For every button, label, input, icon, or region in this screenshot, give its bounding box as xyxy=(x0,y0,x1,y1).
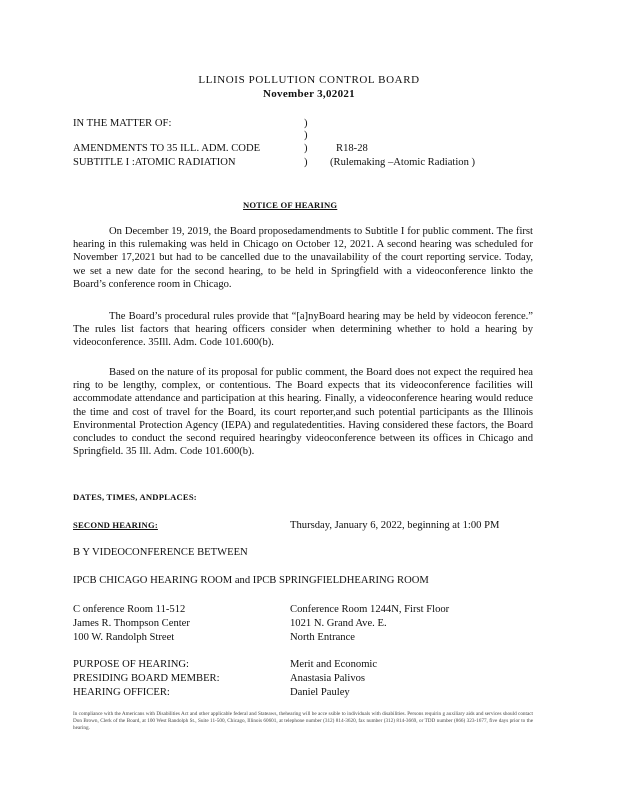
paragraph-3: Based on the nature of its proposal for public comment, the Board does not expect the required hea ring to be lengthy, complex, or contentious. The Board expects that its videoconference facilities will accommodate attendance and participation at this hearing. Finally, a videoconference hearing would reduce the time and cost of travel for the Board, its court reporter,and such potential participants as the Illinois Environmental Protection Agency (IEPA) and regulatedentities. Having considered these factors, the Board concludes to conduct the second required hearingby videoconference between its offices in Chicago and Springfield. 35 Ill. Adm. Code 101.600(b). xyxy=(73,367,533,458)
springfield-address-line: Conference Room 1244N, First Floor xyxy=(290,604,450,615)
purpose-label: PURPOSE OF HEARING: xyxy=(73,659,189,670)
chicago-address-line: C onference Room 11-512 xyxy=(73,604,186,615)
rulemaking-title: (Rulemaking –Atomic Radiation ) xyxy=(330,157,476,168)
hearing-officer-value: Daniel Pauley xyxy=(290,687,350,698)
paragraph-2: The Board’s procedural rules provide that “[a]nyBoard hearing may be held by videocon ference.” The rules list factors that hearing officers consider when determining whether to hold a hearing by videoconference. 35Ill. Adm. Code 101.600(b). xyxy=(73,311,533,349)
caption-paren: ) xyxy=(304,118,308,129)
purpose-value: Merit and Economic xyxy=(290,659,378,670)
springfield-address-line: North Entrance xyxy=(290,632,356,643)
document-date: November 3,02021 xyxy=(263,88,355,100)
amendments-line: AMENDMENTS TO 35 ILL. ADM. CODE xyxy=(73,143,261,154)
chicago-address-line: 100 W. Randolph Street xyxy=(73,632,175,643)
springfield-address-line: 1021 N. Grand Ave. E. xyxy=(290,618,387,629)
chicago-address-line: James R. Thompson Center xyxy=(73,618,190,629)
hearing-officer-label: HEARING OFFICER: xyxy=(73,687,170,698)
second-hearing-datetime: Thursday, January 6, 2022, beginning at 1:00 PM xyxy=(290,520,500,531)
subtitle-line: SUBTITLE I :ATOMIC RADIATION xyxy=(73,157,236,168)
paragraph-1: On December 19, 2019, the Board proposedamendments to Subtitle I for public comment. The first hearing in this rulemaking was held in Chicago on October 12, 2021. A second hearing was scheduled for November 17,2021 but had to be cancelled due to the unavailability of the court reporting service. Today, we set a new date for the second hearing, to be held in Springfield with a videoconference linkto the Board’s conference room in Chicago. xyxy=(73,226,533,290)
caption-paren: ) xyxy=(304,157,308,168)
presiding-member-value: Anastasia Palivos xyxy=(290,673,366,684)
caption-paren: ) xyxy=(304,130,308,141)
hearing-rooms-line: IPCB CHICAGO HEARING ROOM and IPCB SPRINGFIELDHEARING ROOM xyxy=(73,575,429,586)
accessibility-footnote: In compliance with the Americans with Disabilities Act and other applicable federal and Stateaws, thehearing will be acce ssible to individuals with disabilities. Persons requirin g auxiliary aids and services should contact Don Brown, Clerk of the Board, at 100 West Randolph St., Suite 11-500, Chicago, Illinois 60601, at telephone number (312) 814-3620, fax number (312) 814-3669, or TDD number (866) 323-1677, five days prior to the hearing. xyxy=(73,711,533,732)
second-hearing-label: SECOND HEARING: xyxy=(73,520,158,530)
presiding-member-label: PRESIDING BOARD MEMBER: xyxy=(73,673,220,684)
dates-heading: DATES, TIMES, ANDPLACES: xyxy=(73,492,197,502)
docket-number: R18-28 xyxy=(336,143,368,154)
agency-name: LLINOIS POLLUTION CONTROL BOARD xyxy=(198,74,420,86)
notice-title: NOTICE OF HEARING xyxy=(243,200,338,210)
videoconference-line: B Y VIDEOCONFERENCE BETWEEN xyxy=(73,547,248,558)
caption-paren: ) xyxy=(304,143,308,154)
matter-label: IN THE MATTER OF: xyxy=(73,118,172,129)
